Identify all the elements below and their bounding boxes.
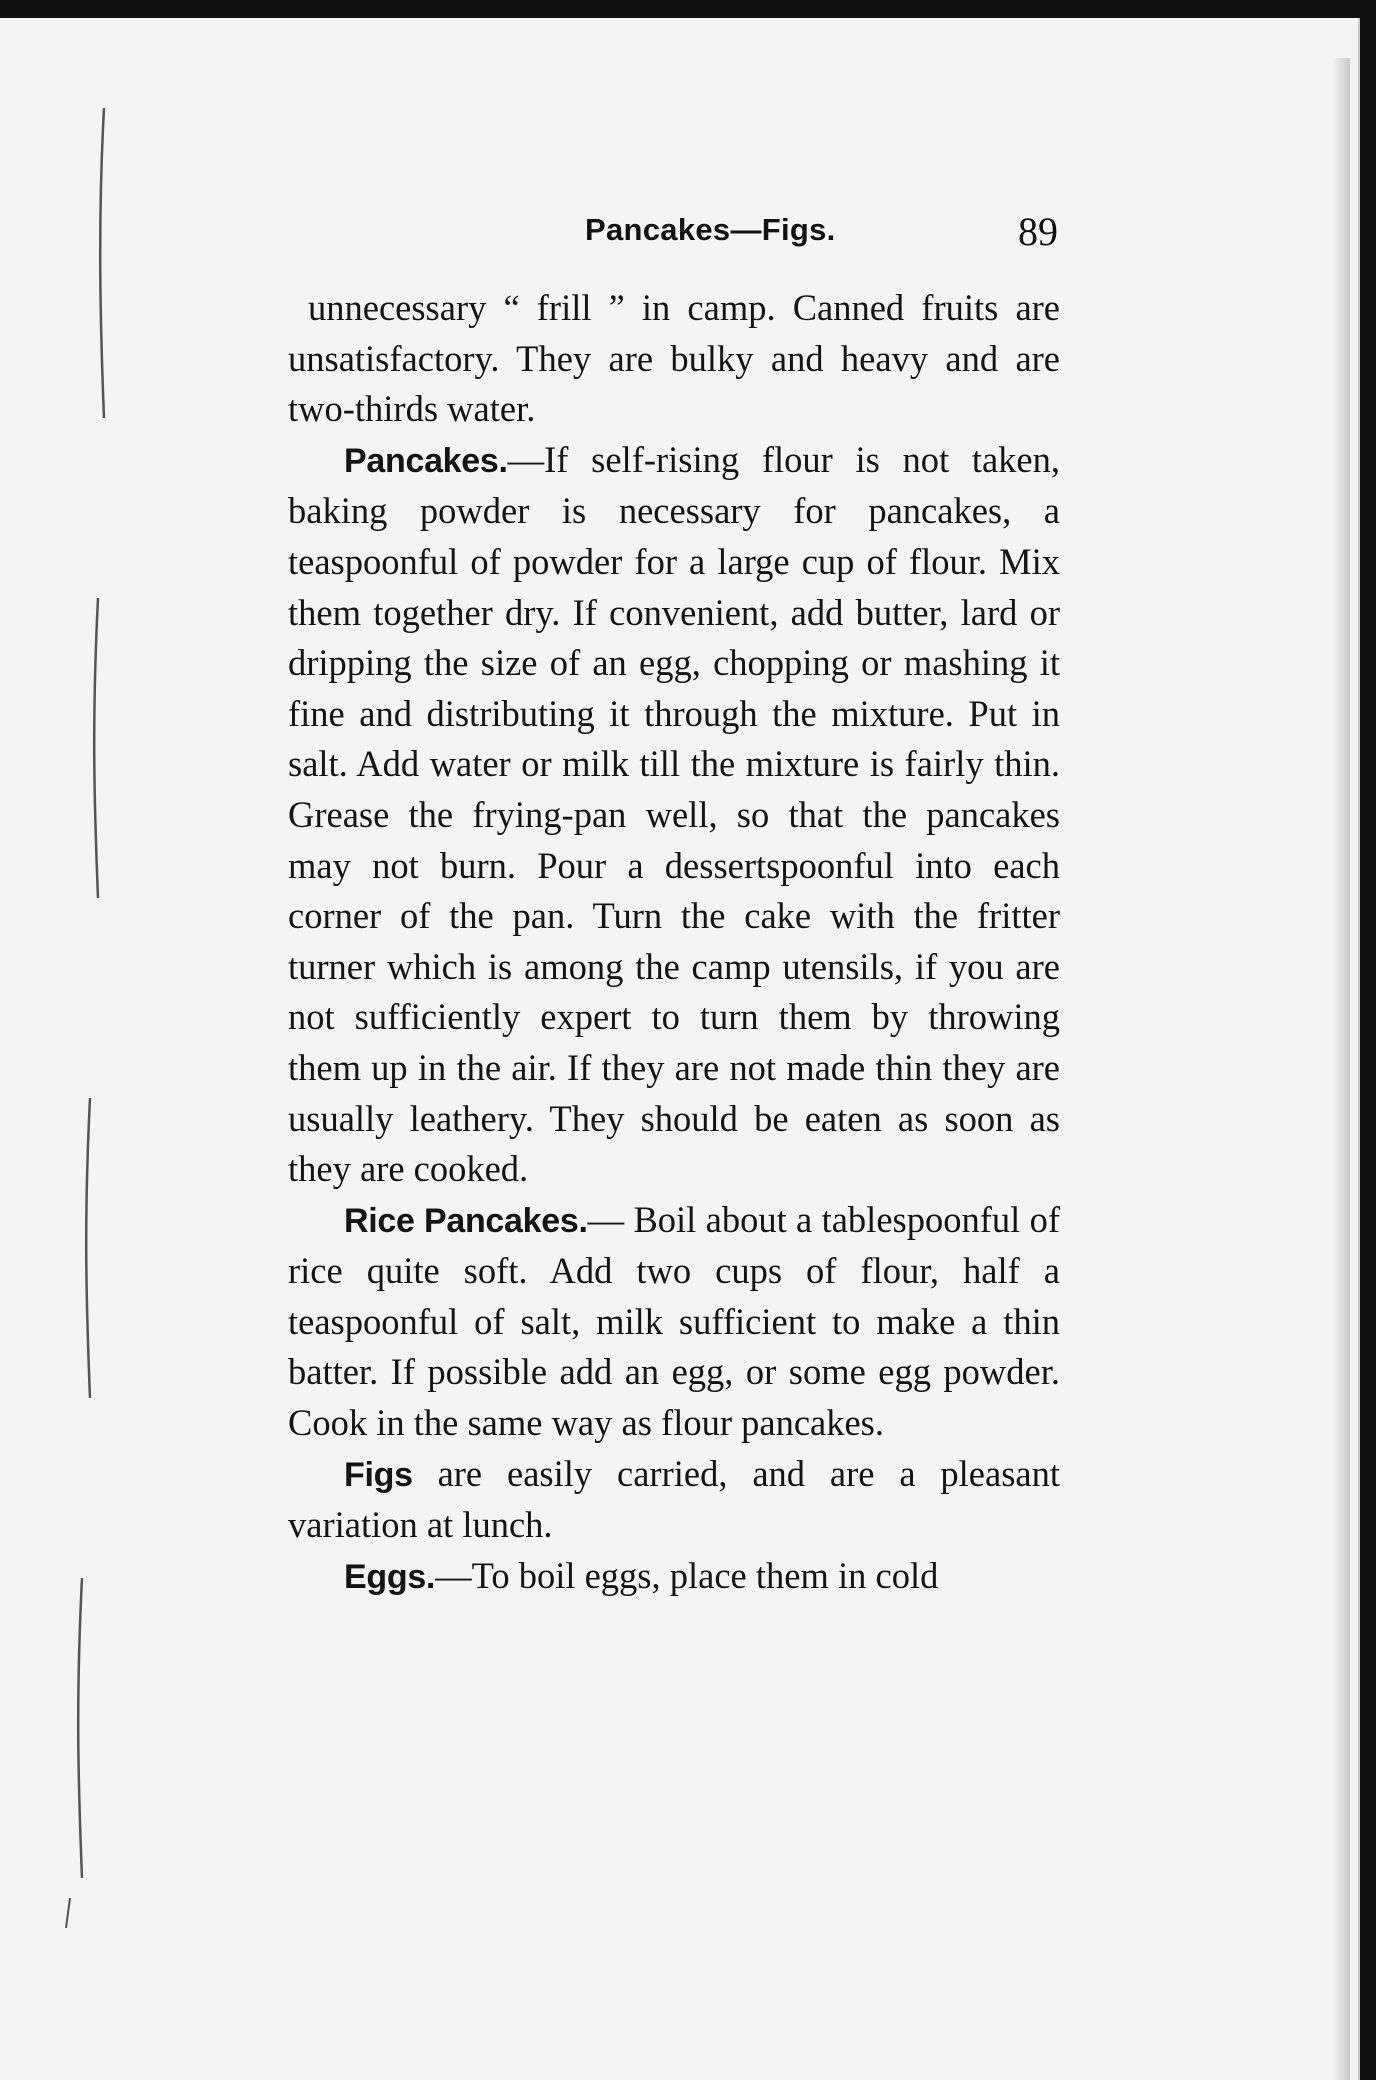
binding-gutter-marks bbox=[0, 18, 140, 2080]
paragraph-body: —To boil eggs, place them in cold bbox=[435, 1554, 939, 1596]
paragraph-body: unnecessary “ frill ” in camp. Canned fruits are unsatisfactory. They are bulky and heavy and are two-thirds water. bbox=[288, 287, 1060, 430]
running-header bbox=[288, 209, 1074, 272]
paragraph-continuation bbox=[288, 283, 1060, 435]
page-number: 89 bbox=[1018, 209, 1058, 254]
page-edge-shadow bbox=[1332, 58, 1350, 2080]
paragraph-rice-pancakes bbox=[288, 1195, 1060, 1449]
paragraph-pancakes bbox=[288, 435, 1060, 1195]
paragraph-body: —If self-rising flour is not taken, baking powder is necessary for pancakes, a teaspoonful of powder for a large cup of flour. Mix them together dry. If convenient, add butter, lard or dripping the size of an egg, chopping or mashing it fine and distributing it through the mixture. Put in salt. Add water or milk till the mixture is fairly thin. Grease the frying-pan well, so that the pancakes may not burn. Pour a dessertspoonful into each corner of the pan. Turn the cake with the fritter turner which is among the camp utensils, if you are not sufficiently expert to turn them by throwing them up in the air. If they are not made thin they are usually leathery. They should be eaten as soon as they are cooked. bbox=[288, 438, 1060, 1190]
paragraph-figs bbox=[288, 1449, 1060, 1551]
paragraph-body: are easily carried, and are a pleasant variation at lunch. bbox=[288, 1452, 1060, 1546]
paragraph-heading: Eggs. bbox=[344, 1557, 436, 1596]
paragraph-body: — Boil about a tablespoonful of rice quite soft. Add two cups of flour, half a teaspoonful of salt, milk sufficient to make a thin batter. If possible add an egg, or some egg powder. Cook in the same way as flour pancakes. bbox=[288, 1198, 1060, 1444]
paragraph-heading: Rice Pancakes. bbox=[344, 1201, 588, 1240]
paragraph-heading: Pancakes. bbox=[344, 441, 508, 480]
running-title: Pancakes—Figs. bbox=[585, 212, 836, 247]
body-text bbox=[288, 283, 1060, 1602]
paragraph-eggs bbox=[288, 1551, 1060, 1603]
paragraph-heading: Figs bbox=[344, 1455, 413, 1494]
